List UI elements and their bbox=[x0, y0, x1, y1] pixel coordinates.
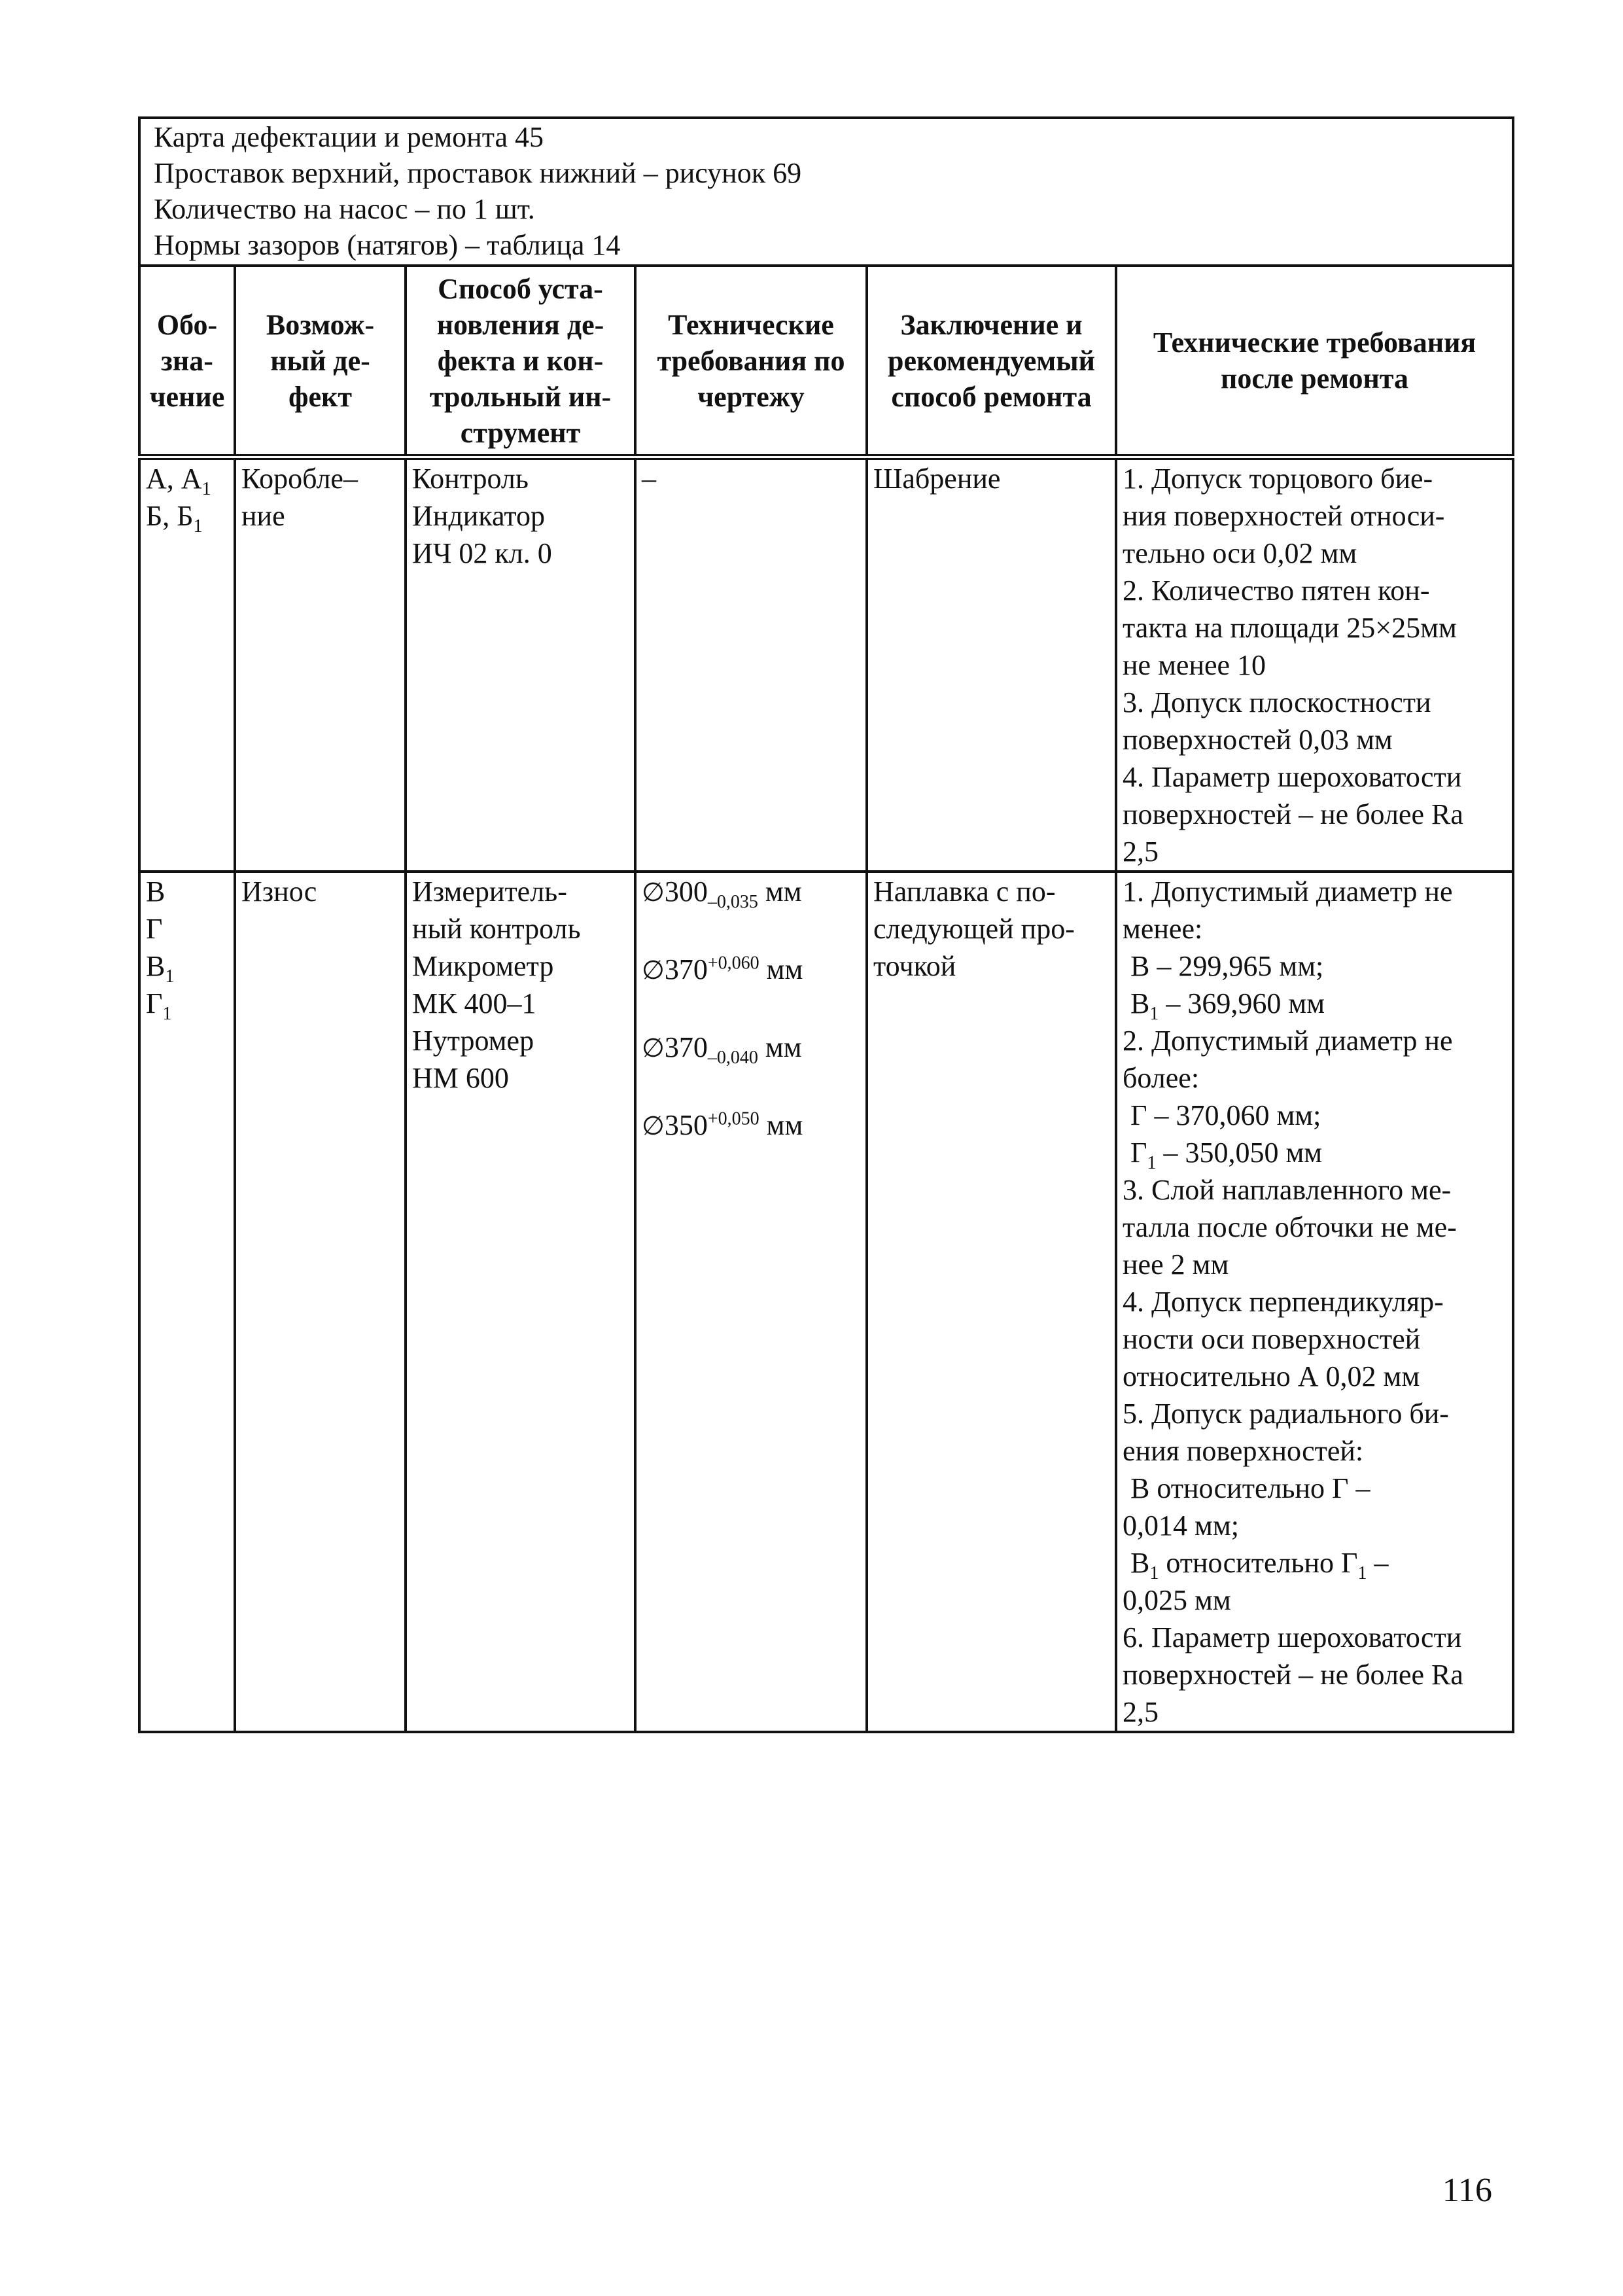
designation-letters: В bbox=[146, 875, 166, 908]
detection-method-cell-line: Измеритель- bbox=[412, 875, 567, 908]
requirement-line bbox=[1123, 1059, 1507, 1097]
requirement-text: 4. Допуск перпендикуляр- bbox=[1123, 1286, 1444, 1318]
detection-method-cell-line: НМ 600 bbox=[412, 1062, 509, 1094]
requirement-line bbox=[1123, 572, 1507, 609]
requirement-text: менее: bbox=[1123, 913, 1203, 945]
requirement-line bbox=[1123, 1358, 1507, 1395]
requirement-text: талла после обточки не ме- bbox=[1123, 1211, 1457, 1243]
requirement-line bbox=[1123, 985, 1507, 1022]
requirement-text: В – 299,965 мм; bbox=[1130, 950, 1324, 982]
card-title: Карта дефектации и ремонта 45 bbox=[154, 121, 544, 153]
header-line: новления де- bbox=[436, 308, 604, 341]
nominal-diameter: 370 bbox=[664, 1031, 708, 1063]
header-line: способ ремонта bbox=[891, 380, 1092, 413]
requirement-text: не менее 10 bbox=[1123, 649, 1266, 681]
header-line: фекта и кон- bbox=[437, 344, 604, 377]
designation-subscript: 1 bbox=[165, 966, 175, 987]
requirement-text: более: bbox=[1123, 1062, 1200, 1094]
defect-cell-line: ние bbox=[241, 500, 285, 532]
header-line: чение bbox=[149, 380, 225, 413]
header-line: требования по bbox=[657, 344, 845, 377]
requirement-line bbox=[1123, 1283, 1507, 1320]
requirement-line bbox=[1123, 1171, 1507, 1209]
requirement-text: 2,5 bbox=[1123, 1696, 1159, 1728]
requirement-line bbox=[1123, 796, 1507, 833]
requirement-text: 0,025 мм bbox=[1123, 1584, 1231, 1616]
requirement-text: 3. Слой наплавленного ме- bbox=[1123, 1174, 1452, 1206]
header-line: Обо- bbox=[156, 308, 218, 341]
diameter-tolerance bbox=[642, 1029, 860, 1067]
requirement-line bbox=[1123, 1320, 1507, 1358]
repair-method-line: Шабрение bbox=[873, 463, 1001, 495]
designation-letters: Г bbox=[146, 987, 163, 1019]
requirement-text: поверхностей 0,03 мм bbox=[1123, 724, 1393, 756]
requirement-line bbox=[1123, 1470, 1507, 1507]
requirement-text: – bbox=[1367, 1547, 1389, 1579]
designation-cell bbox=[139, 872, 235, 1732]
requirement-text: относительно А 0,02 мм bbox=[1123, 1360, 1420, 1392]
requirement-text: ности оси поверхностей bbox=[1123, 1323, 1421, 1355]
requirement-text: Г – 370,060 мм; bbox=[1130, 1099, 1321, 1131]
requirement-text: 2. Допустимый диаметр не bbox=[1123, 1025, 1453, 1057]
repair-method-line: следующей про- bbox=[873, 913, 1075, 945]
header-line: рекомендуемый bbox=[888, 344, 1095, 377]
requirement-subscript: 1 bbox=[1149, 1003, 1159, 1024]
diameter-tolerance bbox=[642, 1106, 860, 1145]
requirement-subscript: 1 bbox=[1357, 1563, 1367, 1583]
requirement-line bbox=[1123, 646, 1507, 684]
defect-cell-line: Коробле– bbox=[241, 463, 358, 495]
requirement-text: 2,5 bbox=[1123, 836, 1159, 868]
unit: мм bbox=[758, 1031, 802, 1063]
diameter-tolerance bbox=[642, 873, 860, 911]
requirement-line bbox=[1123, 535, 1507, 572]
header-line: Технические bbox=[668, 308, 834, 341]
header-line: после ремонта bbox=[1221, 362, 1409, 395]
requirement-line bbox=[1123, 758, 1507, 796]
diameter-icon: ∅ bbox=[642, 1111, 665, 1141]
lower-deviation: –0,040 bbox=[707, 1047, 758, 1068]
requirement-text: 5. Допуск радиального би- bbox=[1123, 1398, 1449, 1430]
detection-method-cell-line: Индикатор bbox=[412, 500, 546, 532]
detection-method-cell-line: ный контроль bbox=[412, 913, 581, 945]
designation-subscript: 1 bbox=[193, 516, 203, 537]
designation-line bbox=[146, 497, 228, 535]
header-line: Возмож- bbox=[266, 308, 375, 341]
unit: мм bbox=[758, 875, 802, 908]
repair-method-line: Наплавка с по- bbox=[873, 875, 1056, 908]
requirement-text: ения поверхностей: bbox=[1123, 1435, 1364, 1467]
requirement-line bbox=[1123, 497, 1507, 535]
designation-line bbox=[146, 873, 228, 910]
requirement-text: Г bbox=[1130, 1137, 1147, 1169]
requirement-line bbox=[1123, 460, 1507, 497]
col-header-detection-method bbox=[406, 266, 635, 457]
requirement-text: 6. Параметр шероховатости bbox=[1123, 1621, 1462, 1653]
requirement-text: 1. Допуск торцового бие- bbox=[1123, 463, 1433, 495]
designation-line bbox=[146, 910, 228, 947]
repair-method-line: точкой bbox=[873, 950, 956, 982]
requirement-line bbox=[1123, 1432, 1507, 1470]
requirement-line bbox=[1123, 1693, 1507, 1731]
repair-method-cell bbox=[867, 457, 1116, 872]
requirement-line bbox=[1123, 684, 1507, 721]
table-row bbox=[139, 457, 1513, 872]
designation-line bbox=[146, 460, 228, 497]
designation-line bbox=[146, 947, 228, 985]
detection-method-cell bbox=[406, 457, 635, 872]
page-number: 116 bbox=[1442, 2172, 1492, 2209]
diameter-tolerance bbox=[642, 951, 860, 989]
detection-method-cell-line: Нутромер bbox=[412, 1025, 534, 1057]
diameter-icon: ∅ bbox=[642, 955, 665, 985]
drawing-requirement: – bbox=[642, 463, 656, 495]
requirement-text: 2. Количество пятен кон- bbox=[1123, 574, 1430, 607]
part-name-line: Проставок верхний, проставок нижний – рисунок 69 bbox=[154, 157, 802, 189]
defect-cell-line: Износ bbox=[241, 875, 317, 908]
defect-cell bbox=[235, 872, 406, 1732]
requirement-text: нее 2 мм bbox=[1123, 1248, 1229, 1280]
header-line: зна- bbox=[161, 344, 213, 377]
detection-method-cell-line: МК 400–1 bbox=[412, 987, 536, 1019]
requirement-text: 0,014 мм; bbox=[1123, 1510, 1239, 1542]
col-header-defect bbox=[235, 266, 406, 457]
designation-subscript: 1 bbox=[162, 1003, 172, 1024]
clearance-norms-line: Нормы зазоров (натягов) – таблица 14 bbox=[154, 229, 621, 261]
drawing-requirements-cell bbox=[635, 457, 867, 872]
requirement-line bbox=[1123, 910, 1507, 947]
requirement-line bbox=[1123, 947, 1507, 985]
nominal-diameter: 370 bbox=[664, 953, 708, 985]
upper-deviation: +0,060 bbox=[707, 953, 759, 974]
nominal-diameter: 300 bbox=[664, 875, 708, 908]
header-line: Способ уста- bbox=[438, 272, 603, 305]
quantity-line: Количество на насос – по 1 шт. bbox=[154, 193, 535, 225]
requirement-line bbox=[1123, 1507, 1507, 1544]
card-info-cell bbox=[139, 118, 1513, 266]
requirement-line bbox=[1123, 1134, 1507, 1171]
requirement-line bbox=[1123, 1209, 1507, 1246]
designation-line bbox=[146, 985, 228, 1022]
requirement-text: В относительно Г – bbox=[1130, 1472, 1370, 1504]
unit: мм bbox=[759, 1109, 803, 1141]
after-repair-cell bbox=[1116, 872, 1513, 1732]
requirement-line bbox=[1123, 1544, 1507, 1581]
requirement-text: тельно оси 0,02 мм bbox=[1123, 537, 1357, 569]
requirement-line bbox=[1123, 833, 1507, 870]
detection-method-cell-line: Микрометр bbox=[412, 950, 554, 982]
designation-letters: Б, Б bbox=[146, 500, 194, 532]
lower-deviation: –0,035 bbox=[707, 891, 758, 912]
header-line: чертежу bbox=[697, 380, 805, 413]
drawing-requirements-cell bbox=[635, 872, 867, 1732]
requirement-text: – 369,960 мм bbox=[1159, 987, 1325, 1019]
requirement-line bbox=[1123, 1619, 1507, 1656]
requirement-line bbox=[1123, 1581, 1507, 1619]
designation-letters: А, А bbox=[146, 463, 202, 495]
requirement-line bbox=[1123, 1097, 1507, 1134]
card-info-row bbox=[139, 118, 1513, 266]
header-line: Технические требования bbox=[1153, 327, 1476, 359]
header-line: трольный ин- bbox=[429, 380, 612, 413]
after-repair-cell bbox=[1116, 457, 1513, 872]
requirement-text: поверхностей – не более Ra bbox=[1123, 798, 1463, 830]
col-header-designation bbox=[139, 266, 235, 457]
table-row bbox=[139, 872, 1513, 1732]
detection-method-cell-line: Контроль bbox=[412, 463, 529, 495]
column-header-row bbox=[139, 266, 1513, 457]
requirement-text: 1. Допустимый диаметр не bbox=[1123, 875, 1453, 908]
defect-cell bbox=[235, 457, 406, 872]
col-header-drawing-requirements bbox=[635, 266, 867, 457]
requirement-text: – 350,050 мм bbox=[1156, 1137, 1323, 1169]
diameter-icon: ∅ bbox=[642, 1033, 665, 1063]
designation-letters: Г bbox=[146, 913, 163, 945]
col-header-after-repair bbox=[1116, 266, 1513, 457]
header-line: струмент bbox=[460, 416, 581, 449]
designation-letters: В bbox=[146, 950, 166, 982]
requirement-text: такта на площади 25×25мм bbox=[1123, 612, 1457, 644]
header-line: фект bbox=[288, 380, 352, 413]
detection-method-cell bbox=[406, 872, 635, 1732]
requirement-subscript: 1 bbox=[1149, 1563, 1159, 1583]
requirement-text: поверхностей – не более Ra bbox=[1123, 1659, 1463, 1691]
defect-repair-card-table bbox=[138, 116, 1514, 1733]
requirement-text: В bbox=[1130, 987, 1150, 1019]
requirement-text: относительно Г bbox=[1159, 1547, 1358, 1579]
header-line: Заключение и bbox=[900, 308, 1083, 341]
header-line: ный де- bbox=[270, 344, 370, 377]
repair-method-cell bbox=[867, 872, 1116, 1732]
requirement-line bbox=[1123, 1656, 1507, 1693]
requirement-line bbox=[1123, 1246, 1507, 1283]
requirement-text: 3. Допуск плоскостности bbox=[1123, 686, 1431, 718]
requirement-text: В bbox=[1130, 1547, 1150, 1579]
designation-subscript: 1 bbox=[201, 478, 211, 499]
requirement-subscript: 1 bbox=[1147, 1152, 1157, 1173]
requirement-line bbox=[1123, 721, 1507, 758]
nominal-diameter: 350 bbox=[664, 1109, 708, 1141]
diameter-icon: ∅ bbox=[642, 877, 665, 908]
upper-deviation: +0,050 bbox=[707, 1108, 759, 1129]
requirement-text: ния поверхностей относи- bbox=[1123, 500, 1445, 532]
requirement-text: 4. Параметр шероховатости bbox=[1123, 761, 1462, 793]
requirement-line bbox=[1123, 1395, 1507, 1432]
detection-method-cell-line: ИЧ 02 кл. 0 bbox=[412, 537, 552, 569]
requirement-line bbox=[1123, 873, 1507, 910]
requirement-line bbox=[1123, 1022, 1507, 1059]
designation-cell bbox=[139, 457, 235, 872]
unit: мм bbox=[759, 953, 803, 985]
requirement-line bbox=[1123, 609, 1507, 646]
col-header-repair-method bbox=[867, 266, 1116, 457]
